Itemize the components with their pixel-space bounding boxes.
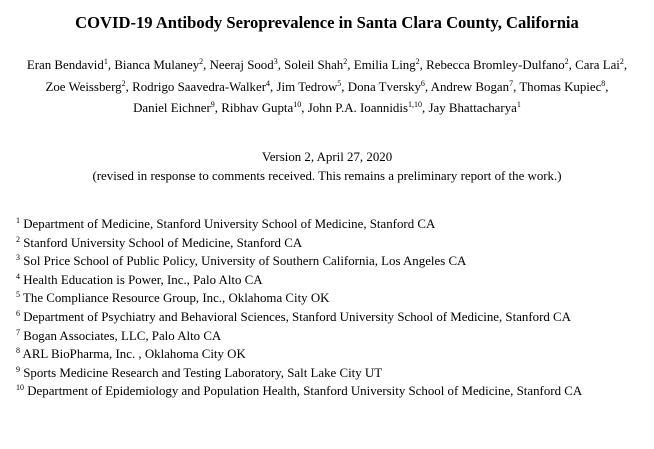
paper-title: COVID-19 Antibody Seroprevalence in Santa Clara County, California bbox=[75, 13, 579, 32]
affiliation-item bbox=[16, 215, 642, 234]
author-affiliation-marker: 2 bbox=[619, 57, 624, 66]
affiliation-item bbox=[16, 234, 642, 253]
author-affiliation-marker: 1 bbox=[103, 57, 108, 66]
author-entry bbox=[428, 101, 520, 115]
revision-note: (revised in response to comments received. This remains a preliminary report of the work.) bbox=[92, 169, 562, 183]
affiliation-item bbox=[16, 382, 642, 401]
affiliation-item bbox=[16, 327, 642, 346]
affiliation-text: Sol Price School of Public Policy, University of Southern California, Los Angeles CA bbox=[23, 254, 467, 269]
affiliation-number: 8 bbox=[16, 346, 20, 356]
author-affiliation-marker: 8 bbox=[601, 78, 606, 88]
affiliation-item bbox=[16, 289, 642, 308]
author-name: Andrew Bogan bbox=[430, 79, 510, 94]
author-affiliation-marker: 2 bbox=[343, 57, 348, 66]
affiliation-item bbox=[16, 308, 642, 327]
affiliation-item bbox=[16, 271, 642, 290]
author-entry: Neeraj Sood$^3$, bbox=[209, 57, 281, 72]
affiliation-text: Bogan Associates, LLC, Palo Alto CA bbox=[23, 328, 222, 343]
affiliation-text: Department of Medicine, Stanford University School of Medicine, Stanford CA bbox=[23, 217, 436, 231]
affiliation-text: Stanford University School of Medicine, Stanford CA bbox=[23, 235, 303, 250]
author-entry: Zoe Weissberg$^2$, bbox=[45, 78, 129, 94]
author-name: Dona Tversky bbox=[347, 79, 421, 94]
author-entry: Rodrigo Saavedra-Walker$^4$, bbox=[132, 78, 274, 94]
author-name: Bianca Mulaney bbox=[114, 58, 200, 72]
affiliation-text: Department of Psychiatry and Behavioral Sciences, Stanford University School of Medicine, Stanford CA bbox=[23, 309, 571, 324]
author-affiliation-marker: 2 bbox=[121, 78, 126, 88]
author-affiliation-marker: 2 bbox=[199, 57, 204, 66]
author-affiliation-marker: 3 bbox=[273, 57, 278, 66]
author-affiliation-marker: 7 bbox=[509, 78, 514, 88]
author-affiliation-marker: 2 bbox=[415, 57, 420, 66]
author-name: Eran Bendavid bbox=[26, 58, 104, 72]
affiliation-item bbox=[16, 252, 642, 271]
author-entry: Jim Tedrow$^5$, bbox=[276, 78, 345, 94]
affiliation-number: 9 bbox=[16, 364, 20, 374]
affiliation-number: 4 bbox=[16, 271, 20, 281]
author-affiliation-marker: 2 bbox=[564, 57, 569, 66]
affiliation-text: Health Education is Power, Inc., Palo Alto CA bbox=[23, 272, 263, 287]
author-entry: Bianca Mulaney$^2$, bbox=[114, 57, 207, 72]
author-name: Zoe Weissberg bbox=[45, 79, 122, 94]
author-entry: Thomas Kupiec$^8$, bbox=[519, 78, 609, 94]
author-entry: Rebecca Bromley-Dulfano$^2$, bbox=[426, 57, 572, 72]
author-name: Emilia Ling bbox=[353, 58, 416, 72]
affiliation-number: 5 bbox=[16, 290, 20, 300]
affiliation-list bbox=[16, 215, 642, 401]
affiliation-text: The Compliance Resource Group, Inc., Oklahoma City OK bbox=[23, 291, 330, 306]
author-entry: Soleil Shah$^2$, bbox=[284, 57, 351, 72]
author-affiliation-marker: 5 bbox=[337, 78, 342, 88]
author-affiliation-marker: 9 bbox=[210, 100, 215, 109]
author-entry: Eran Bendavid$^1$, bbox=[26, 57, 112, 72]
author-name: Thomas Kupiec bbox=[519, 79, 602, 94]
affiliation-number: 2 bbox=[16, 234, 20, 244]
affiliation-text: Department of Epidemiology and Population Health, Stanford University School of Medicine, Stanford CA bbox=[27, 384, 583, 399]
author-name: Rodrigo Saavedra-Walker bbox=[132, 79, 267, 94]
author-name: John P.A. Ioannidis bbox=[307, 101, 408, 115]
author-entry: Emilia Ling$^2$, bbox=[353, 57, 423, 72]
affiliation-text: ARL BioPharma, Inc. , Oklahoma City OK bbox=[22, 347, 246, 362]
author-name: Ribhav Gupta bbox=[221, 101, 294, 115]
author-name: Soleil Shah bbox=[284, 58, 344, 72]
version-line: Version 2, April 27, 2020 bbox=[261, 150, 393, 164]
author-entry: Ribhav Gupta$^{10}$, bbox=[221, 100, 305, 115]
author-name: Jay Bhattacharya bbox=[428, 101, 517, 115]
author-name: Jim Tedrow bbox=[276, 79, 338, 94]
author-name: Cara Lai bbox=[575, 58, 620, 72]
author-name: Neeraj Sood bbox=[209, 58, 274, 72]
author-affiliation-marker: 1 bbox=[516, 100, 521, 109]
affiliation-item bbox=[16, 345, 642, 364]
affiliation-number: 6 bbox=[16, 308, 20, 318]
affiliation-number: 7 bbox=[16, 327, 20, 337]
affiliation-number: 10 bbox=[16, 383, 24, 393]
author-entry: Andrew Bogan$^7$, bbox=[430, 78, 517, 94]
affiliation-number: 1 bbox=[16, 216, 20, 225]
author-affiliation-marker: 4 bbox=[266, 78, 271, 88]
author-name: Rebecca Bromley-Dulfano bbox=[426, 58, 565, 72]
author-name: Daniel Eichner bbox=[133, 101, 211, 115]
author-entry: Dona Tversky$^6$, bbox=[347, 78, 429, 94]
author-affiliation-marker: 10 bbox=[293, 100, 302, 109]
author-entry: John P.A. Ioannidis$^{1,10}$, bbox=[307, 100, 426, 115]
affiliation-item bbox=[16, 364, 642, 383]
author-entry: Cara Lai$^2$, bbox=[575, 57, 628, 72]
author-affiliation-marker: 6 bbox=[420, 78, 425, 88]
affiliation-number: 3 bbox=[16, 253, 20, 263]
author-entry: Daniel Eichner$^9$, bbox=[133, 100, 219, 115]
affiliation-text: Sports Medicine Research and Testing Laboratory, Salt Lake City UT bbox=[23, 365, 383, 380]
version-block bbox=[0, 148, 654, 186]
author-list bbox=[6, 55, 648, 120]
author-affiliation-marker: 1,10 bbox=[407, 100, 422, 109]
